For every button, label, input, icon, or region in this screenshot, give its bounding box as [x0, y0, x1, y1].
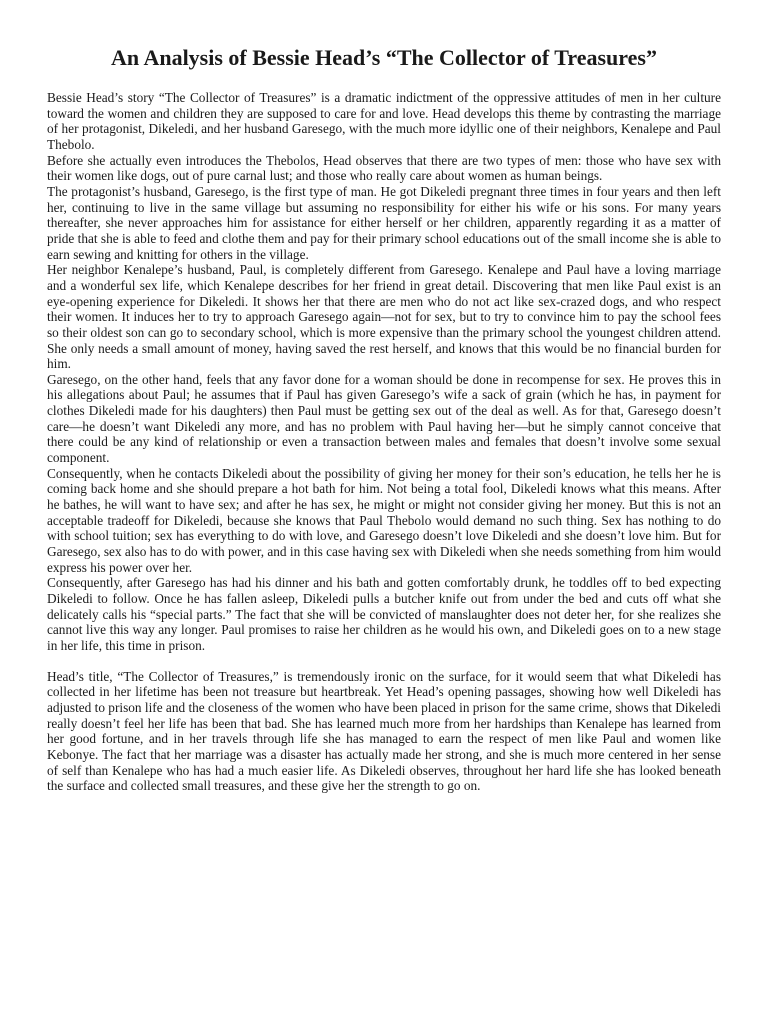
paragraph-8: Head’s title, “The Collector of Treasures,” is tremendously ironic on the surface, for it would seem that what Dikeledi has collected in her lifetime has been not treasure but heartbreak. Yet Head’s opening passages, showing how well Dikeledi has adjusted to prison life and the closeness of the women who have been placed in prison for the same crime, shows that Dikeledi really doesn’t feel her life has been that bad. She has learned much more from her hardships than Kenalepe has learned from her good fortune, and in her travels through life she has managed to earn the respect of men like Paul and women like Kebonye. The fact that her marriage was a disaster has actually made her strong, and she is much more centered in her sense of self than Kenalepe who has had a much easier life. As Dikeledi observes, throughout her hard life she has looked beneath the surface and collected small treasures, and these give her the strength to go on. [47, 668, 721, 794]
paragraph-4: Her neighbor Kenalepe’s husband, Paul, is completely different from Garesego. Kenalepe and Paul have a loving marriage and a wonderful sex life, which Kenalepe describes for her friend in great detail. Discovering that men like Paul exist is an eye-opening experience for Dikeledi. It shows her that there are men who do not act like sex-crazed dogs, and who respect their women. It induces her to try to approach Garesego again—not for sex, but to try to convince him to pay the school fees so their oldest son can go to secondary school, which is more expensive than the primary school the youngest children attend. She only needs a small amount of money, having saved the rest herself, and knows that this would be no financial burden for him. [47, 262, 721, 372]
paragraph-1: Bessie Head’s story “The Collector of Treasures” is a dramatic indictment of the oppressive attitudes of men in her culture toward the women and children they are supposed to care for and love. Head develops this theme by contrasting the marriage of her protagonist, Dikeledi, and her husband Garesego, with the much more idyllic one of their neighbors, Kenalepe and Paul Thebolo. [47, 90, 721, 152]
paragraph-gap [47, 654, 721, 669]
paragraph-2: Before she actually even introduces the Thebolos, Head observes that there are two types of men: those who have sex with their women like dogs, out of pure carnal lust; and those who really care about women as human beings. [47, 152, 721, 184]
document-body [47, 90, 721, 794]
paragraph-6: Consequently, when he contacts Dikeledi about the possibility of giving her money for their son’s education, he tells her he is coming back home and she should prepare a hot bath for him. Not being a total fool, Dikeledi knows what this means. After he bathes, he will want to have sex; and after he has sex, he might or might not consider giving her money. But this is not an acceptable tradeoff for Dikeledi, because she knows that Paul Thebolo would demand no such thing. Sex has nothing to do with school tuition; sex has everything to do with love, and Garesego doesn’t love Dikeledi and she doesn’t love him. But for Garesego, sex also has to do with power, and in this case having sex with Dikeledi when she needs something from him would express his power over her. [47, 465, 721, 575]
paragraph-7: Consequently, after Garesego has had his dinner and his bath and gotten comfortably drunk, he toddles off to bed expecting Dikeledi to follow. Once he has fallen asleep, Dikeledi pulls a butcher knife out from under the bed and cuts off what she delicately calls his “special parts.” The fact that she will be convicted of manslaughter does not deter her, for she realizes she cannot live this way any longer. Paul promises to raise her children as he would his own, and Dikeledi goes on to a new stage in her life, this time in prison. [47, 575, 721, 653]
paragraph-3: The protagonist’s husband, Garesego, is the first type of man. He got Dikeledi pregnant three times in four years and then left her, continuing to live in the same village but assuming no responsibility for either his wife or his sons. For many years thereafter, she never approaches him for assistance for either herself or her children, apparently regarding it as a matter of pride that she is able to feed and clothe them and pay for their primary school educations out of the small income she is able to earn sewing and knitting for others in the village. [47, 183, 721, 262]
paragraph-5: Garesego, on the other hand, feels that any favor done for a woman should be done in recompense for sex. He proves this in his allegations about Paul; he assumes that if Paul has given Garesego’s wife a sack of grain (which he has, in payment for clothes Dikeledi made for his daughters) then Paul must be getting sex out of the deal as well. As for that, Garesego doesn’t care—he doesn’t want Dikeledi any more, and has no problem with Paul having her—but he simply cannot conceive that there could be any kind of relationship or even a transaction between males and females that doesn’t involve some sexual component. [47, 371, 721, 466]
document-title: An Analysis of Bessie Head’s “The Collector of Treasures” [111, 45, 657, 70]
